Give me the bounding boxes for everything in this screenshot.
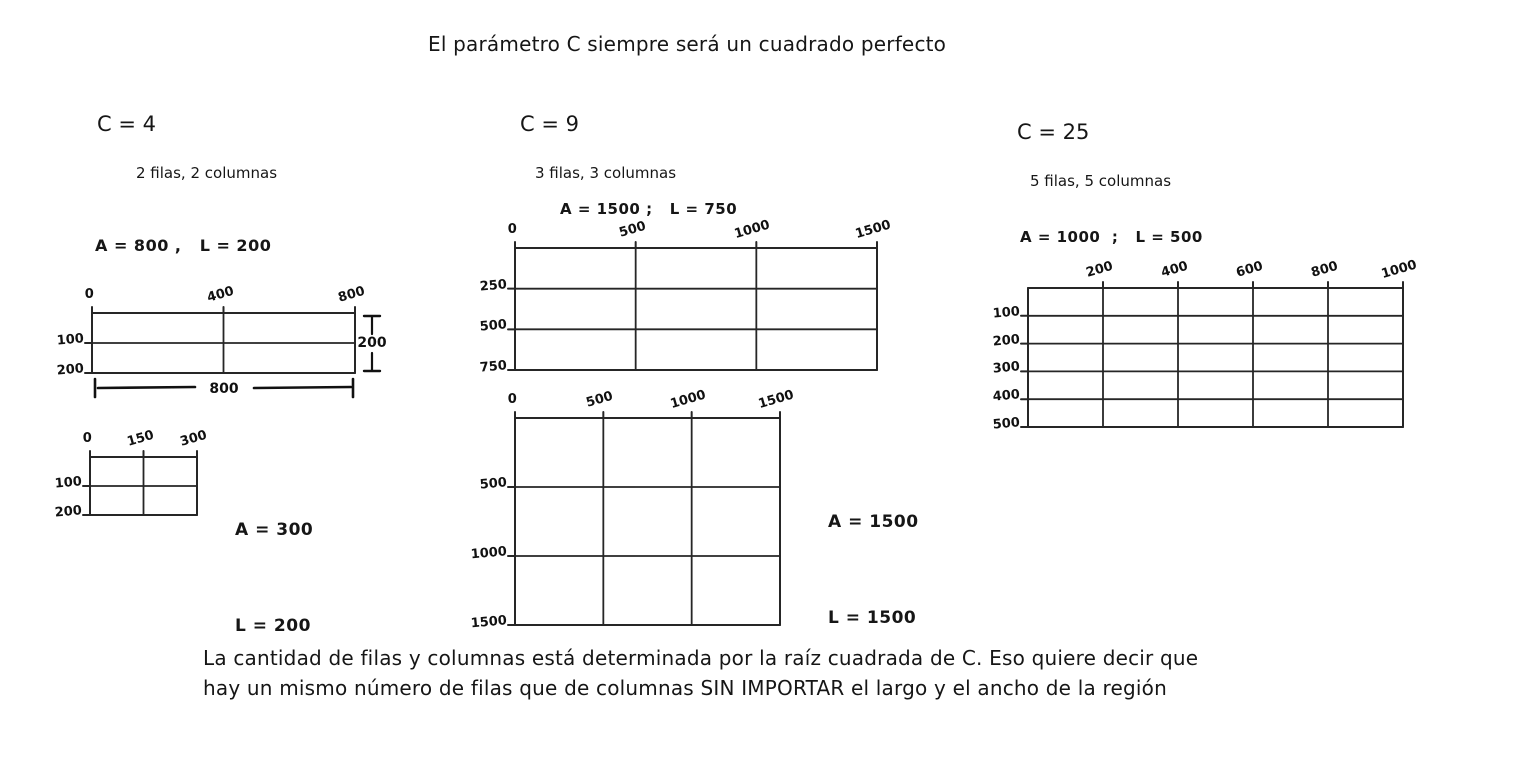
x-tick-label: 600: [1234, 258, 1265, 281]
grid-c9-wide: [479, 217, 893, 376]
x-tick-label: 400: [204, 283, 236, 306]
x-tick-label: 300: [178, 427, 209, 450]
c4-small-length-label: L = 200: [235, 616, 311, 636]
x-tick-label: 1000: [1379, 257, 1419, 282]
y-tick-label: 250: [479, 276, 508, 295]
x-tick-label: 1500: [853, 217, 893, 242]
dim-line: [98, 387, 195, 388]
section-c9-subtitle: 3 filas, 3 columnas: [535, 164, 677, 182]
x-tick-label: 500: [617, 218, 648, 241]
x-tick-label: 1500: [756, 387, 796, 412]
c9-square-area-label: A = 1500: [828, 512, 919, 532]
grid-lines: [501, 404, 794, 639]
c4-height-dim-label: 200: [357, 335, 387, 351]
section-c9-heading: C = 9: [520, 112, 579, 136]
y-tick-label: 500: [479, 475, 508, 493]
x-tick-label: 1000: [732, 217, 772, 242]
y-tick-label: 500: [479, 317, 508, 335]
x-tick-label: 500: [584, 388, 616, 411]
x-tick-label: 0: [84, 287, 94, 302]
caption-line-2: hay un mismo número de filas que de columnas SIN IMPORTAR el largo y el ancho de la región: [203, 676, 1167, 700]
grid-c4-main: [56, 283, 367, 379]
grid-c4-small: [54, 427, 209, 521]
y-tick-label: 200: [992, 331, 1021, 350]
y-tick-label: 500: [992, 415, 1021, 433]
grid-lines: [501, 234, 891, 384]
section-c4-subtitle: 2 filas, 2 columnas: [136, 164, 278, 182]
y-tick-label: 100: [992, 304, 1021, 322]
section-c25-subtitle: 5 filas, 5 columnas: [1030, 172, 1172, 190]
x-tick-label: 0: [507, 392, 517, 407]
diagram-title: El parámetro C siempre será un cuadrado perfecto: [428, 32, 947, 56]
c9-square-length-label: L = 1500: [828, 608, 917, 628]
caption-line-1: La cantidad de filas y columnas está determinada por la raíz cuadrada de C. Eso quiere decir que: [203, 646, 1199, 670]
dim-line: [254, 387, 351, 388]
x-tick-label: 200: [1084, 258, 1115, 281]
y-tick-label: 1500: [470, 613, 508, 632]
grid-lines: [78, 299, 369, 387]
section-c4-heading: C = 4: [97, 112, 156, 136]
x-tick-label: 800: [1309, 258, 1340, 281]
y-tick-label: 750: [479, 358, 508, 376]
y-tick-label: 300: [992, 359, 1021, 377]
x-tick-label: 400: [1159, 258, 1190, 281]
x-tick-label: 0: [507, 222, 517, 237]
x-tick-label: 800: [336, 283, 367, 306]
section-c25-heading: C = 25: [1017, 120, 1090, 144]
grid-lines: [76, 443, 211, 529]
y-tick-label: 1000: [470, 544, 508, 563]
c4-width-dim-label: 800: [209, 381, 239, 397]
y-tick-label: 400: [992, 387, 1021, 405]
y-tick-label: 100: [54, 474, 83, 492]
y-tick-label: 200: [56, 361, 85, 379]
grid-c25: [992, 257, 1419, 433]
x-tick-label: 0: [82, 431, 92, 446]
section-c25-formula: A = 1000 ; L = 500: [1020, 228, 1203, 246]
x-tick-label: 150: [124, 427, 156, 450]
c4-small-area-label: A = 300: [235, 520, 314, 540]
section-c4-formula: A = 800 , L = 200: [95, 236, 272, 255]
y-tick-label: 200: [54, 503, 83, 521]
section-c9-formula: A = 1500 ; L = 750: [560, 200, 738, 218]
y-tick-label: 100: [56, 331, 85, 349]
grid-lines: [1014, 274, 1417, 441]
x-tick-label: 1000: [668, 387, 708, 412]
grid-c9-square: [470, 387, 796, 632]
